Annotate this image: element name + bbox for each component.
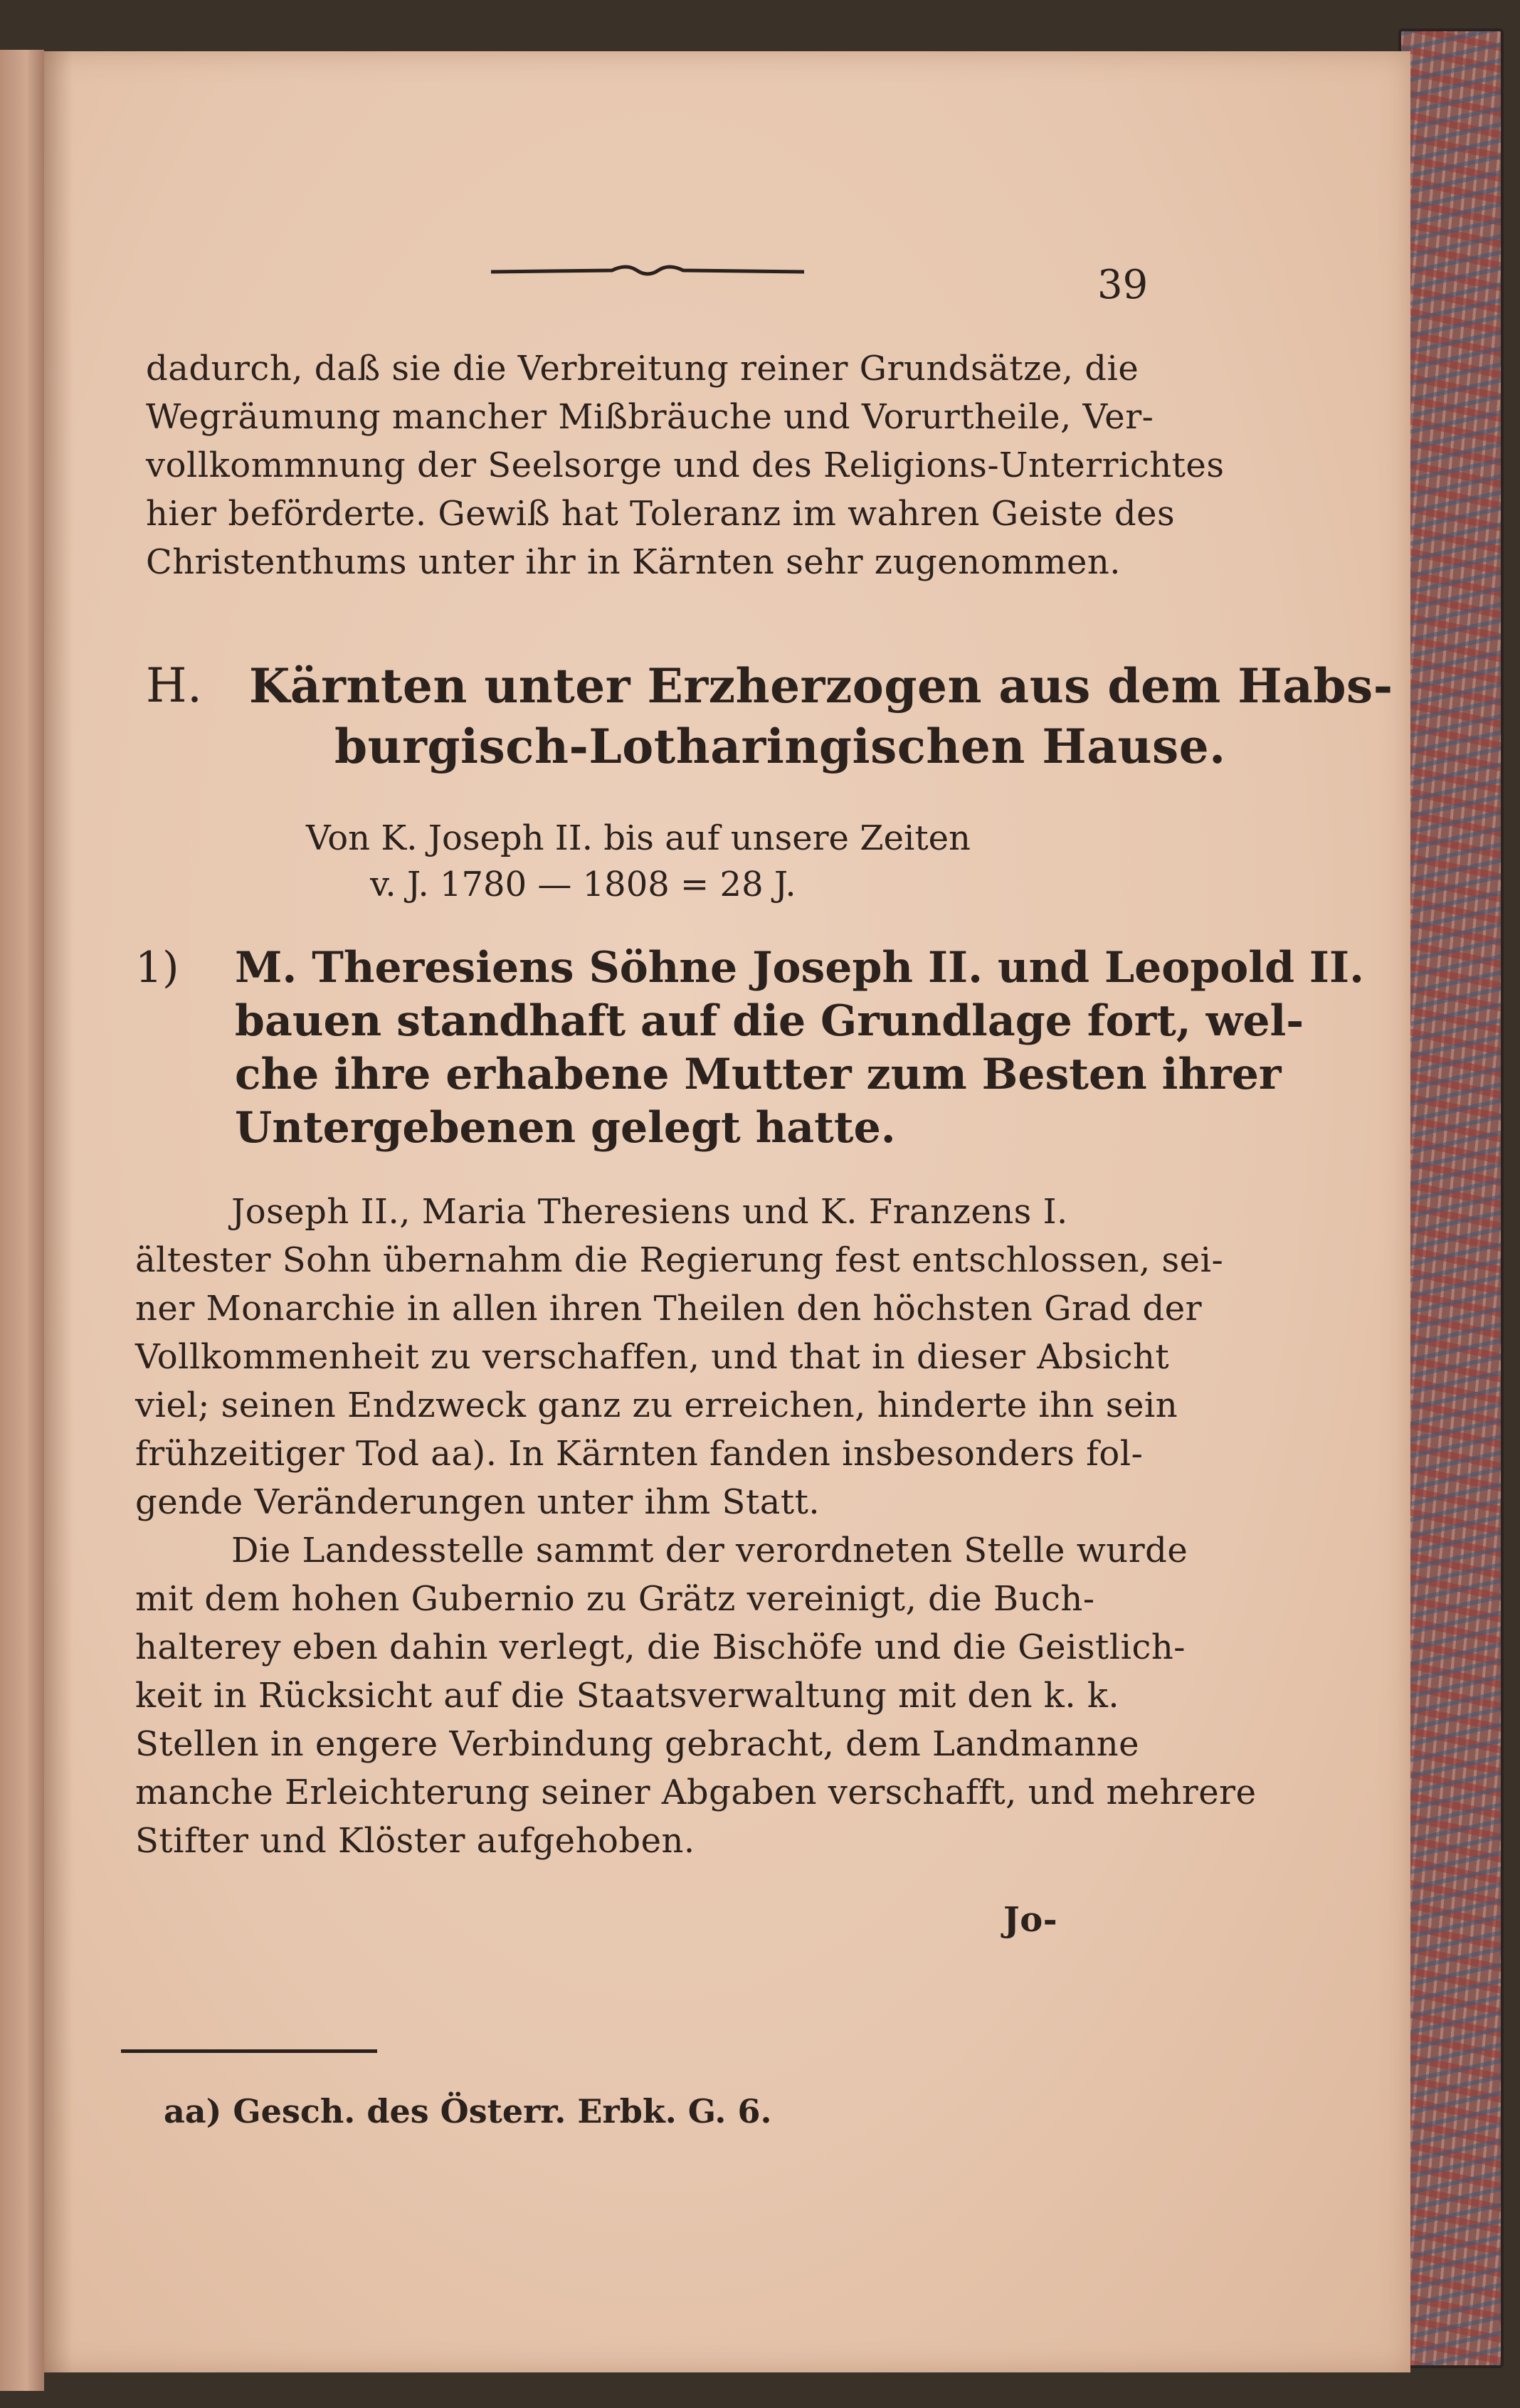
paragraph2-line: Stellen in engere Verbindung gebracht, dem Landmanne (135, 1724, 1140, 1764)
paragraph1-line: ältester Sohn übernahm die Regierung fest entschlossen, sei- (135, 1240, 1224, 1280)
footnote-rule (121, 2049, 377, 2053)
page-gutter-shadow (44, 51, 73, 2372)
chapter-number: H. (146, 658, 203, 713)
paragraph2-line: manche Erleichterung seiner Abgaben verschafft, und mehrere (135, 1773, 1257, 1812)
chapter-title-line2: burgisch-Lotharingischen Hause. (334, 719, 1226, 774)
paragraph2-line: mit dem hohen Gubernio zu Grätz vereinigt, die Buch- (135, 1579, 1095, 1619)
section-number: 1) (135, 943, 179, 993)
paragraph1-line: Joseph II., Maria Theresiens und K. Franzens I. (231, 1192, 1068, 1232)
intro-line: hier beförderte. Gewiß hat Toleranz im wahren Geiste des (146, 494, 1176, 534)
paragraph1-line: viel; seinen Endzweck ganz zu erreichen, hinderte ihn sein (135, 1385, 1178, 1425)
section-title-line: M. Theresiens Söhne Joseph II. und Leopold II. (235, 943, 1364, 993)
paragraph1-line: ner Monarchie in allen ihren Theilen den höchsten Grad der (135, 1289, 1203, 1329)
intro-line: Wegräumung mancher Mißbräuche und Vorurtheile, Ver- (146, 397, 1154, 437)
paragraph2-line: keit in Rücksicht auf die Staatsverwaltung mit den k. k. (135, 1676, 1120, 1716)
catchword: Jo- (1003, 1900, 1058, 1940)
section-title-line: Untergebenen gelegt hatte. (235, 1103, 896, 1153)
intro-line: Christenthums unter ihr in Kärnten sehr zugenommen. (146, 542, 1121, 582)
paragraph2-line: halterey eben dahin verlegt, die Bischöfe und die Geistlich- (135, 1627, 1186, 1667)
paragraph2-line: Die Landesstelle sammt der verordneten Stelle wurde (231, 1531, 1188, 1570)
chapter-title-line1: Kärnten unter Erzherzogen aus dem Habs- (249, 658, 1393, 714)
page-number: 39 (1097, 262, 1149, 308)
intro-line: dadurch, daß sie die Verbreitung reiner Grundsätze, die (146, 349, 1139, 389)
paragraph1-line: gende Veränderungen unter ihm Statt. (135, 1482, 820, 1522)
paragraph2-line: Stifter und Klöster aufgehoben. (135, 1821, 695, 1861)
header-ornament (491, 262, 804, 280)
left-page-edge (0, 50, 44, 2391)
chapter-subtitle-line1: Von K. Joseph II. bis auf unsere Zeiten (306, 818, 971, 858)
intro-line: vollkommnung der Seelsorge und des Religions-Unterrichtes (146, 445, 1225, 485)
paragraph1-line: frühzeitiger Tod aa). In Kärnten fanden insbesonders fol- (135, 1434, 1144, 1474)
section-title-line: che ihre erhabene Mutter zum Besten ihrer (235, 1050, 1282, 1099)
marbled-book-edge (1398, 28, 1504, 2368)
paragraph1-line: Vollkommenheit zu verschaffen, und that in dieser Absicht (135, 1337, 1170, 1377)
footnote: aa) Gesch. des Österr. Erbk. G. 6. (164, 2092, 772, 2130)
chapter-subtitle-line2: v. J. 1780 — 1808 = 28 J. (370, 865, 796, 904)
section-title-line: bauen standhaft auf die Grundlage fort, wel- (235, 996, 1304, 1046)
